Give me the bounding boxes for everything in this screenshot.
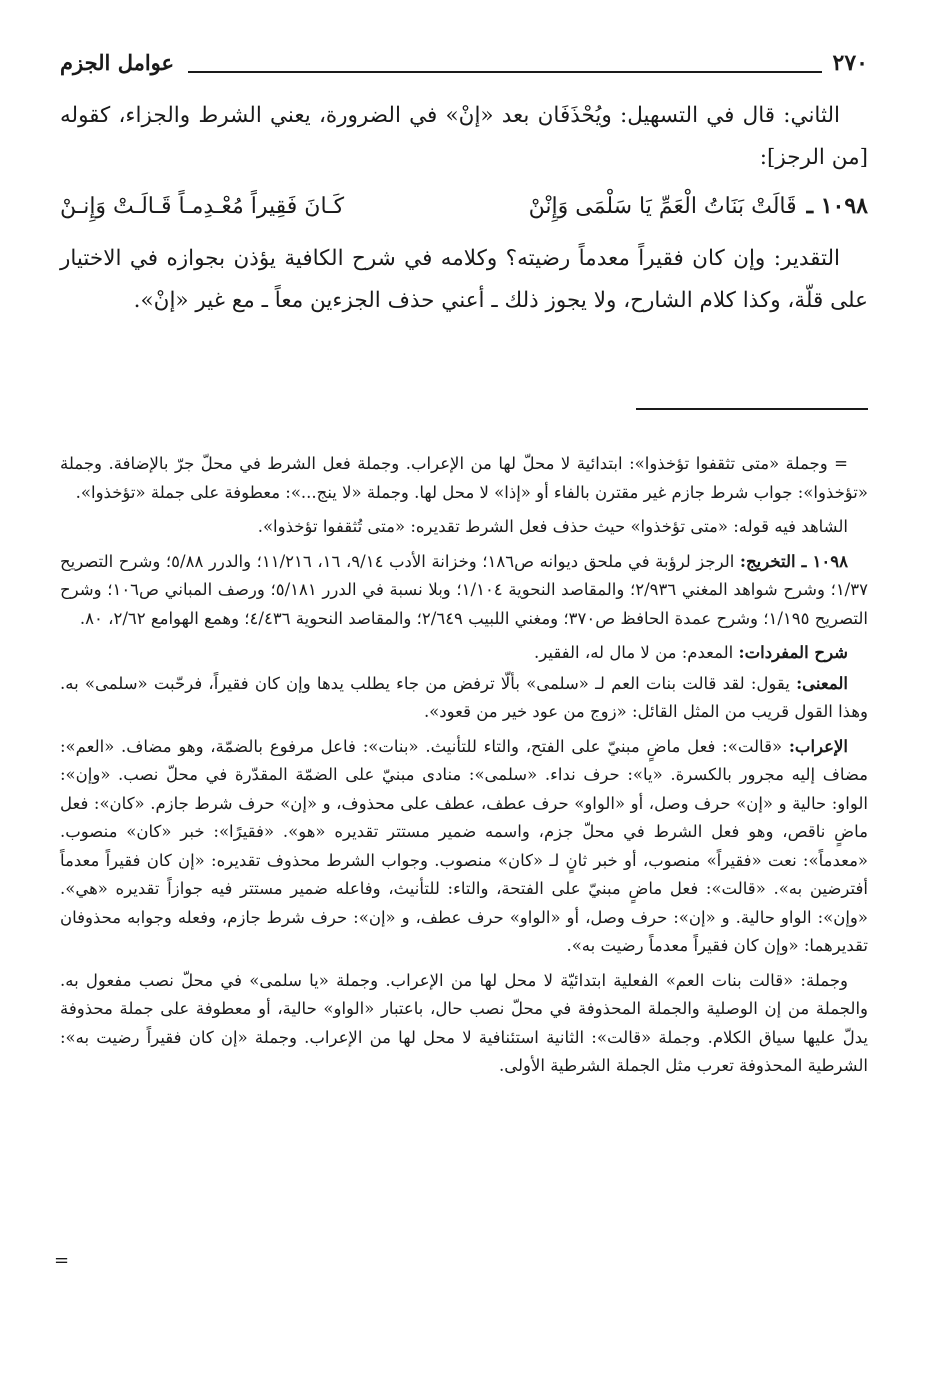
header-rule — [188, 71, 822, 73]
verse-1098 — [60, 185, 868, 228]
main-text — [60, 95, 868, 322]
footnote-sentences: وجملة: «قالت بنات العم» الفعلية ابتدائيّة لا محل لها من الإعراب. وجملة «يا سلمى» في محلّ نصب مفعول به. والجملة من إن الوصلية والجملة المحذوفة في محلّ نصب حال، باعتبار «الواو» حالية، أو معطوفة على جملة محذوفة يدلّ عليها سياق الكلام. وجملة «قالت»: الثانية استئنافية لا محل لها من الإعراب. وجملة «إن كان فقيراً رضيت به»: الشرطية المحذوفة تعرب مثل الجملة الشرطية الأولى. — [60, 970, 868, 1075]
continuation-mark: = — [834, 454, 848, 473]
takhrij-text: الرجز لرؤبة في ملحق ديوانه ص١٨٦؛ وخزانة الأدب ٩/١٤، ١٦، ١١/٢١٦؛ والدرر ٥/٨٨؛ وشرح التصريح ١/٣٧؛ وشرح شواهد المغني ٢/٩٣٦؛ والمقاصد النحوية ١/١٠٤؛ وبلا نسبة في الدرر ٥/١٨١؛ ورصف المباني ص١٠٦؛ وشرح التصريح ١/١٩٥؛ وشرح عمدة الحافظ ص٣٧٠؛ ومغني اللبيب ٢/٦٤٩؛ والمقاصد النحوية ٤/٤٣٦؛ وهمع الهوامع ٢/٦٢، ٨٠. — [60, 551, 868, 628]
main-paragraph-1: الثاني: قال في التسهيل: ويُحْذَفَان بعد «إنْ» في الضرورة، يعني الشرط والجزاء، كقوله [من الرجز]: — [60, 103, 868, 170]
footnote-end-mark: = — [54, 1250, 70, 1271]
footnote-continuation — [60, 450, 868, 507]
footnote-separator — [636, 408, 868, 410]
footnote-evidence: الشاهد فيه قوله: «متى تؤخذوا» حيث حذف فعل الشرط تقديره: «متى تُثقفوا تؤخذوا». — [257, 517, 848, 536]
main-paragraph-2: التقدير: وإن كان فقيراً معدماً رضيته؟ وكلامه في شرح الكافية يؤذن بجوازه في الاختيار على قلّة، وكذا كلام الشارح، ولا يجوز ذلك ـ أعني حذف الجزءين معاً ـ مع غير «إنْ». — [60, 246, 868, 313]
footnote-takhrij — [60, 548, 868, 634]
meaning-heading: المعنى: — [796, 673, 848, 693]
meaning-text: يقول: لقد قالت بنات العم لـ «سلمى» بألّا ترفض من جاء يطلب يدها وإن كان فقيراً، فرحّبت «سلمى» به. وهذا القول قريب من المثل القائل: «زوج من عود خير من قعود». — [60, 673, 868, 721]
footnote-sentence-analysis: وجملة «متى تثقفوا تؤخذوا»: ابتدائية لا محلّ لها من الإعراب. وجملة فعل الشرط في محلّ جرّ بالإضافة. وجملة «تؤخذوا»: جواب شرط جازم غير مقترن بالفاء أو «إذا» لا محل لها. وجملة «لا ينج...»: معطوفة على جملة «تؤخذوا». — [60, 454, 868, 502]
book-page — [54, 40, 868, 1360]
parsing-text: «قالت»: فعل ماضٍ مبنيّ على الفتح، والتاء للتأنيث. «بنات»: فاعل مرفوع بالضمّة، وهو مضاف. «العم»: مضاف إليه مجرور بالكسرة. «يا»: حرف نداء. «سلمى»: منادى مبنيّ على الضمّة المقدّرة في محلّ نصب. «وإن»: الواو: حالية و «إن» حرف وصل، أو «الواو» حرف عطف، عطف على محذوف، و «إن» حرف شرط جازم. «كان»: فعل ماضٍ ناقص، وهو فعل الشرط في محلّ جزم، واسمه ضمير مستتر تقديره «هو». «فقيرًا»: خبر «كان» منصوب. «معدماً»: نعت «فقيراً» منصوب، أو خبر ثانٍ لـ «كان» منصوب. وجواب الشرط محذوف تقديره: «إن كان فقيراً معدماً أفترضين به». «قالت»: فعل ماضٍ مبنيّ على الفتحة، والتاء: للتأنيث، وفاعله ضمير مستتر فيه جوازاً تقديره «هي». «وإن»: الواو حالية. و «إن»: حرف وصل، أو «الواو» حرف عطف، و «إن»: حرف شرط جازم، وفعله وجوابه محذوفان تقديرهما: «وإن كان فقيراً معدماً رضيت به». — [60, 736, 868, 955]
footnotes — [60, 450, 868, 1087]
footnote-parsing — [60, 733, 868, 961]
verse-number: ١٠٩٨ ـ — [806, 193, 868, 219]
verse-first-hemistich: قَالَتْ بَنَاتُ الْعَمِّ يَا سَلْمَى وَإِنْنْ — [528, 194, 797, 219]
footnote-vocabulary — [60, 639, 868, 668]
parsing-heading: الإعراب: — [788, 736, 848, 756]
running-header — [60, 50, 868, 80]
takhrij-heading: ١٠٩٨ ـ التخريج: — [739, 551, 848, 571]
running-title: عوامل الجزم — [60, 50, 175, 75]
verse-second-hemistich: كَـانَ فَقِيراً مُعْـدِمـاً قَـالَـتْ وَإِنـنْ — [60, 194, 345, 219]
vocabulary-heading: شرح المفردات: — [738, 643, 848, 662]
footnote-meaning — [60, 670, 868, 727]
vocabulary-text: المعدم: من لا مال له، الفقير. — [534, 643, 734, 662]
page-number: ٢٧٠ — [832, 50, 868, 76]
